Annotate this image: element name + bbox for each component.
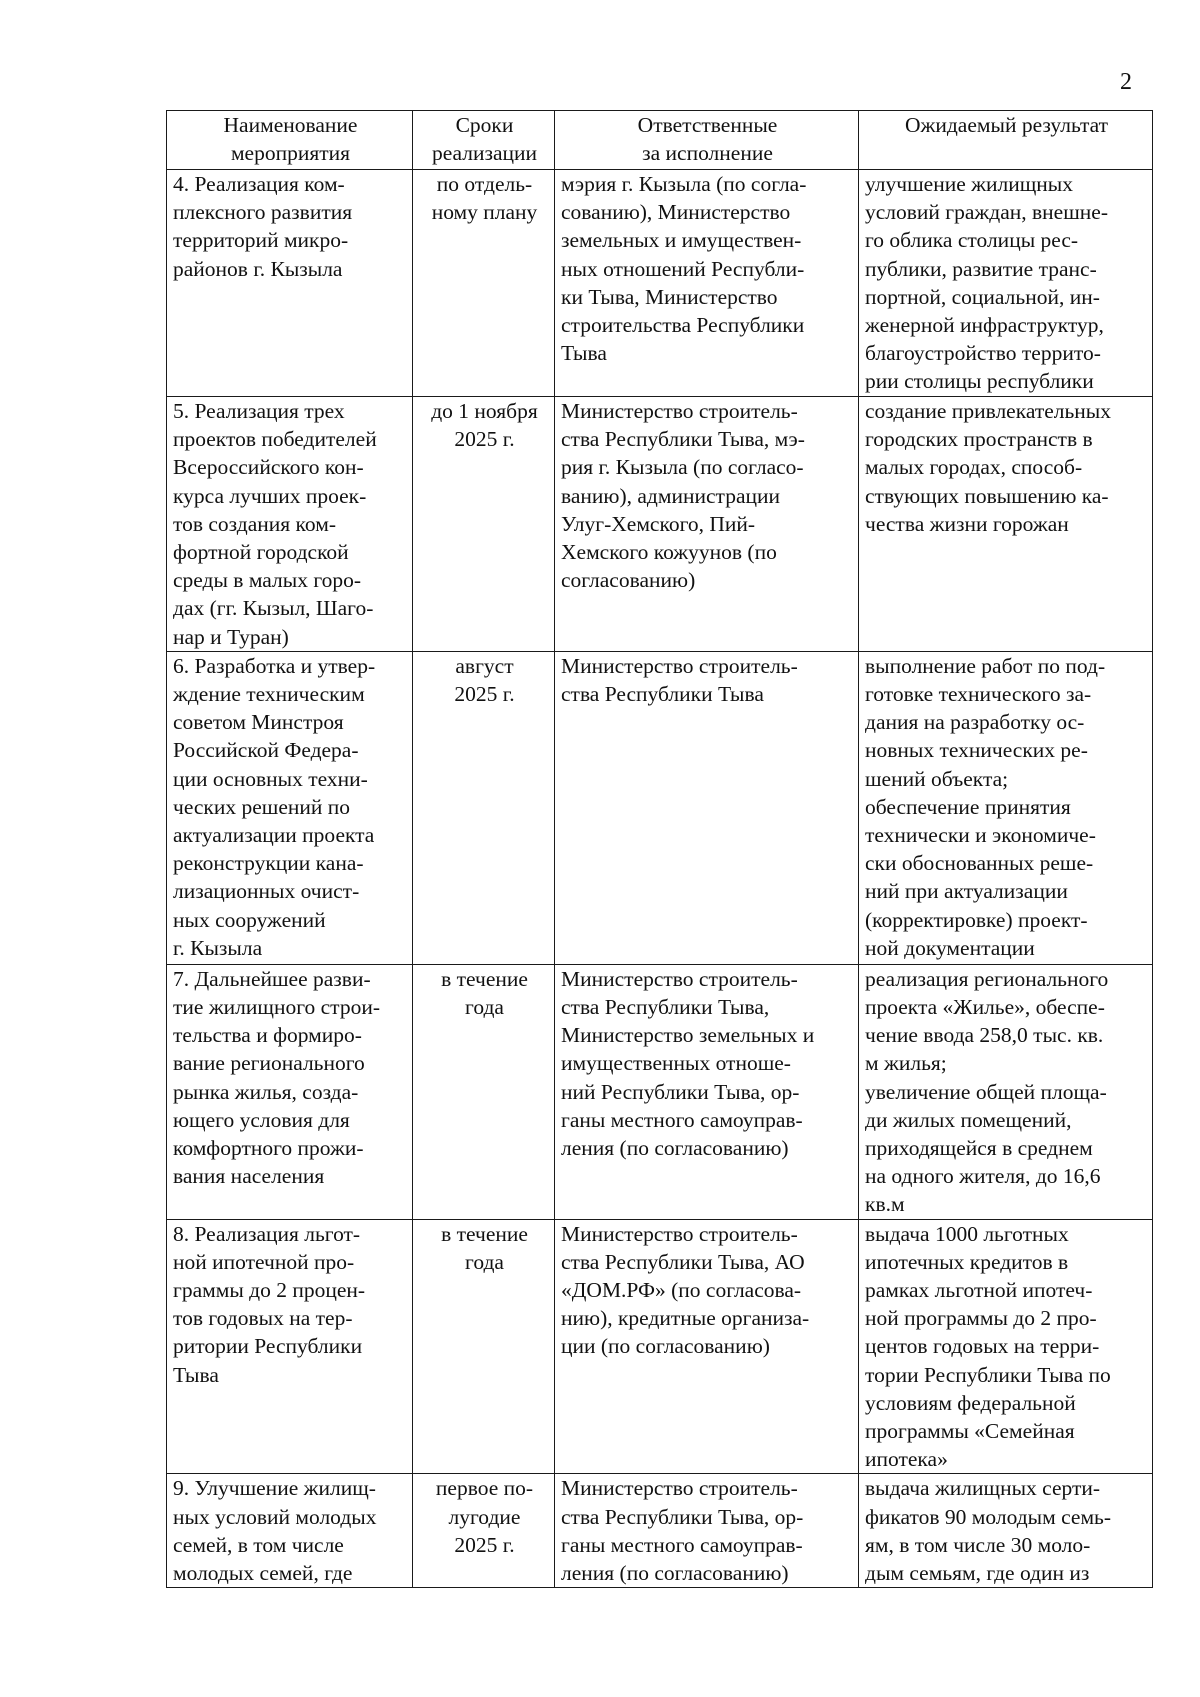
cell-expected-result: выполнение работ по под- готовке технического за- дания на разработку ос- новных технических ре- шений объекта; обеспечение принятия технически и экономиче- ски обоснованных реше- ний при актуализации (корректировке) проект- ной документации bbox=[859, 651, 1153, 964]
cell-expected-result: реализация регионального проекта «Жилье», обеспе- чение ввода 258,0 тыс. кв. м жилья; увеличение общей площа- ди жилых помещений, приходящейся в среднем на одного жителя, до 16,6 кв.м bbox=[859, 964, 1153, 1219]
table-row bbox=[167, 964, 1153, 1219]
cell-activity-name: 5. Реализация трех проектов победителей Всероссийского кон- курса лучших проек- тов создания ком- фортной городской среды в малых горо- дах (гг. Кызыл, Шаго- нар и Туран) bbox=[167, 397, 413, 652]
header-implementation-period: Сроки реализации bbox=[413, 111, 555, 170]
page-number: 2 bbox=[1120, 69, 1132, 95]
table-row bbox=[167, 651, 1153, 964]
cell-responsible: Министерство строитель- ства Республики Тыва, Министерство земельных и имущественных отноше- ний Республики Тыва, ор- ганы местного самоуправ- ления (по согласованию) bbox=[555, 964, 859, 1219]
cell-period: в течение года bbox=[413, 964, 555, 1219]
table-row bbox=[167, 1474, 1153, 1588]
cell-responsible: Министерство строитель- ства Республики Тыва, мэ- рия г. Кызыла (по согласо- ванию), администрации Улуг-Хемского, Пий- Хемского кожуунов (по согласованию) bbox=[555, 397, 859, 652]
cell-responsible: Министерство строитель- ства Республики Тыва bbox=[555, 651, 859, 964]
cell-responsible: Министерство строитель- ства Республики Тыва, ор- ганы местного самоуправ- ления (по согласованию) bbox=[555, 1474, 859, 1588]
cell-period: в течение года bbox=[413, 1219, 555, 1474]
cell-activity-name: 8. Реализация льгот- ной ипотечной про- граммы до 2 процен- тов годовых на тер- ритории Республики Тыва bbox=[167, 1219, 413, 1474]
table-row bbox=[167, 397, 1153, 652]
cell-period: август 2025 г. bbox=[413, 651, 555, 964]
cell-expected-result: улучшение жилищных условий граждан, внешне- го облика столицы рес- публики, развитие транс- портной, социальной, ин- женерной инфраструктур, благоустройство террито- рии столицы республики bbox=[859, 170, 1153, 397]
cell-activity-name: 4. Реализация ком- плексного развития территорий микро- районов г. Кызыла bbox=[167, 170, 413, 397]
header-responsible: Ответственные за исполнение bbox=[555, 111, 859, 170]
action-plan-table bbox=[166, 110, 1153, 1588]
cell-period: до 1 ноября 2025 г. bbox=[413, 397, 555, 652]
cell-activity-name: 7. Дальнейшее разви- тие жилищного строи- тельства и формиро- вание регионального рынка жилья, созда- ющего условия для комфортного прожи- вания населения bbox=[167, 964, 413, 1219]
cell-responsible: мэрия г. Кызыла (по согла- сованию), Министерство земельных и имуществен- ных отношений Республи- ки Тыва, Министерство строительства Республики Тыва bbox=[555, 170, 859, 397]
cell-responsible: Министерство строитель- ства Республики Тыва, АО «ДОМ.РФ» (по согласова- нию), кредитные организа- ции (по согласованию) bbox=[555, 1219, 859, 1474]
cell-expected-result: выдача 1000 льготных ипотечных кредитов в рамках льготной ипотеч- ной программы до 2 про- центов годовых на терри- тории Республики Тыва по условиям федеральной программы «Семейная ипотека» bbox=[859, 1219, 1153, 1474]
cell-expected-result: создание привлекательных городских пространств в малых городах, способ- ствующих повышению ка- чества жизни горожан bbox=[859, 397, 1153, 652]
header-expected-result: Ожидаемый результат bbox=[859, 111, 1153, 170]
cell-activity-name: 6. Разработка и утвер- ждение техническим советом Минстроя Российской Федера- ции основных техни- ческих решений по актуализации проекта реконструкции кана- лизационных очист- ных сооружений г. Кызыла bbox=[167, 651, 413, 964]
cell-expected-result: выдача жилищных серти- фикатов 90 молодым семь- ям, в том числе 30 моло- дым семьям, где один из bbox=[859, 1474, 1153, 1588]
table-row bbox=[167, 170, 1153, 397]
cell-period: первое по- лугодие 2025 г. bbox=[413, 1474, 555, 1588]
table-header-row bbox=[167, 111, 1153, 170]
cell-activity-name: 9. Улучшение жилищ- ных условий молодых семей, в том числе молодых семей, где bbox=[167, 1474, 413, 1588]
table-row bbox=[167, 1219, 1153, 1474]
cell-period: по отдель- ному плану bbox=[413, 170, 555, 397]
header-activity-name: Наименование мероприятия bbox=[167, 111, 413, 170]
